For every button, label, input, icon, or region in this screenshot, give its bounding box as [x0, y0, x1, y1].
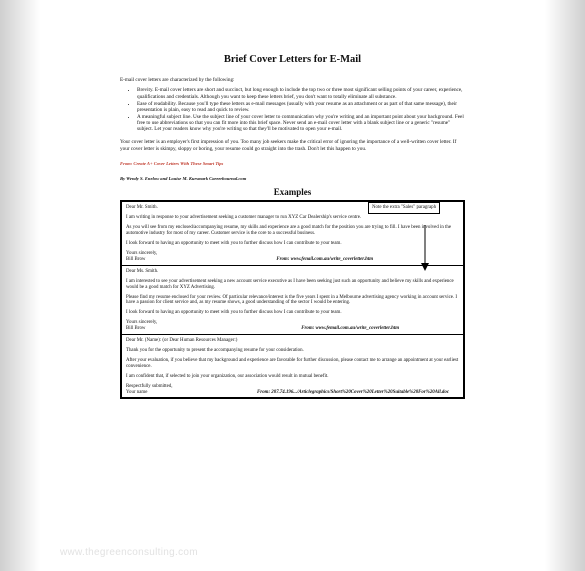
letter-paragraph: I am writing in response to your advertisement seeking a customer manager to run XYZ Car Dealership's service centre. — [126, 215, 362, 221]
page-shadow-right — [545, 0, 585, 571]
examples-box — [120, 200, 465, 399]
examples-heading: Examples — [273, 187, 312, 198]
signature-row — [126, 257, 459, 263]
letter-paragraph: I am confident that, if selected to join your organization, our association would result in mutual benefit. — [126, 373, 329, 379]
source-link[interactable]: From: www.femail.com.au/write_coverletter.htm — [301, 326, 399, 332]
signature-row — [126, 390, 459, 396]
signer-name: Bill Brow — [126, 326, 146, 332]
letter-paragraph: Thank you for the opportunity to present the accompanying resume for your consideration. — [126, 347, 304, 353]
salutation: Dear Mr. Smith. — [126, 205, 158, 211]
letter-paragraph: Please find my resume enclosed for your review. Of particular relevance/interest is the five years I spent in a Melbourne advertising agency working in account service. I have a passion for client service and, as my resume shows, a good understanding of the sector I would be entering. — [126, 294, 458, 306]
letter-paragraph: I look forward to having an opportunity to meet with you to further discuss how I can contribute to your team. — [126, 310, 342, 316]
closing: Respectfully submitted, — [126, 383, 173, 389]
source-link[interactable]: From: 207.74.196.../Articlegraphics/Short%20Cover%20Letter%20Suitable%20For%20All.doc — [257, 389, 449, 395]
signature-row — [126, 326, 459, 332]
page-shadow-left — [0, 0, 40, 571]
source-authors: By Wendy S. Enelow and Louise M. Kursmark Careerbournal.com — [120, 175, 247, 181]
list-item: • A meaningful subject line. Use the subject line of your cover letter to communication why you're writing and an important point about your background. Feel free to use abbreviations so that you can fit more into this brief space. Never send an e-mail cover letter with a blank subject line or a generic "resume" subject. Let your readers know why you're writing so that they'll be motivated to open your e-mail. — [137, 114, 465, 133]
letter-paragraph: I am interested to see your advertisement seeking a new account service executive as I have been seeking just such an opportunity and believe my skills and experience would be a good match for XYZ Advertising. — [126, 278, 454, 290]
letter-paragraph: As you will see from my enclosed/accompanying resume, my skills and experience are a good match for the position you are trying to fill. I have been involved in the automotive industry for most of my career. Customer service is the core to a successful business. — [126, 225, 452, 237]
letter-paragraph: After your evaluation, if you believe that my background and experience are favorable for further discussion, please contact me to arrange an appointment at your earliest convenience. — [126, 357, 459, 369]
document-body — [120, 54, 465, 399]
page-title: Brief Cover Letters for E-Mail — [223, 54, 362, 65]
closing: Yours sincerely, — [126, 251, 158, 257]
list-item: • Brevity. E-mail cover letters are short and succinct, but long enough to include the top two or three most significant selling points of your career, experience, qualifications and credentials. Although you want to keep these letters brief, you don't want to totally eliminate all substance. — [137, 87, 465, 100]
salutation: Dear Mr. (Name): (or Dear Human Resources Manager:) — [126, 338, 238, 344]
list-item: • Ease of readability. Because you'll type these letters as e-mail messages (usually with your resume as an attachment or as part of that same message), their presentation is plain, easy to read and quick to review. — [137, 101, 465, 114]
letter-paragraph: I look forward to having an opportunity to meet with you to further discuss how I can contribute to your team. — [126, 241, 342, 247]
impression-paragraph: Your cover letter is an employer's first impression of you. Too many job seekers make the critical error of ignoring the importance of a well-written cover letter. If your cover letter is skimpy, sloppy or boring, your resume could go straight into the trash. Don't let this happen to you. — [120, 139, 457, 152]
source-link[interactable]: From: www.fenail.com.au/write_coverletter.htm — [276, 256, 373, 262]
watermark: www.thegreenconsulting.com — [60, 547, 198, 558]
signer-name: Bill Brow — [126, 256, 146, 262]
example-letter-2 — [122, 266, 463, 335]
intro-text: E-mail cover letters are characterized by the following: — [120, 77, 235, 83]
example-letter-3 — [122, 335, 463, 397]
signer-name: Your name — [126, 389, 148, 395]
salutation: Dear Ms. Smith. — [126, 268, 159, 274]
note-callout: Note the extra "Sales" paragraph — [368, 202, 440, 214]
closing: Yours sincerely, — [126, 320, 158, 326]
characteristics-list — [120, 87, 465, 132]
source-title: From: Create A+ Cover Letters With These Smart Tips — [120, 161, 224, 167]
arrow-down-icon — [420, 225, 430, 271]
